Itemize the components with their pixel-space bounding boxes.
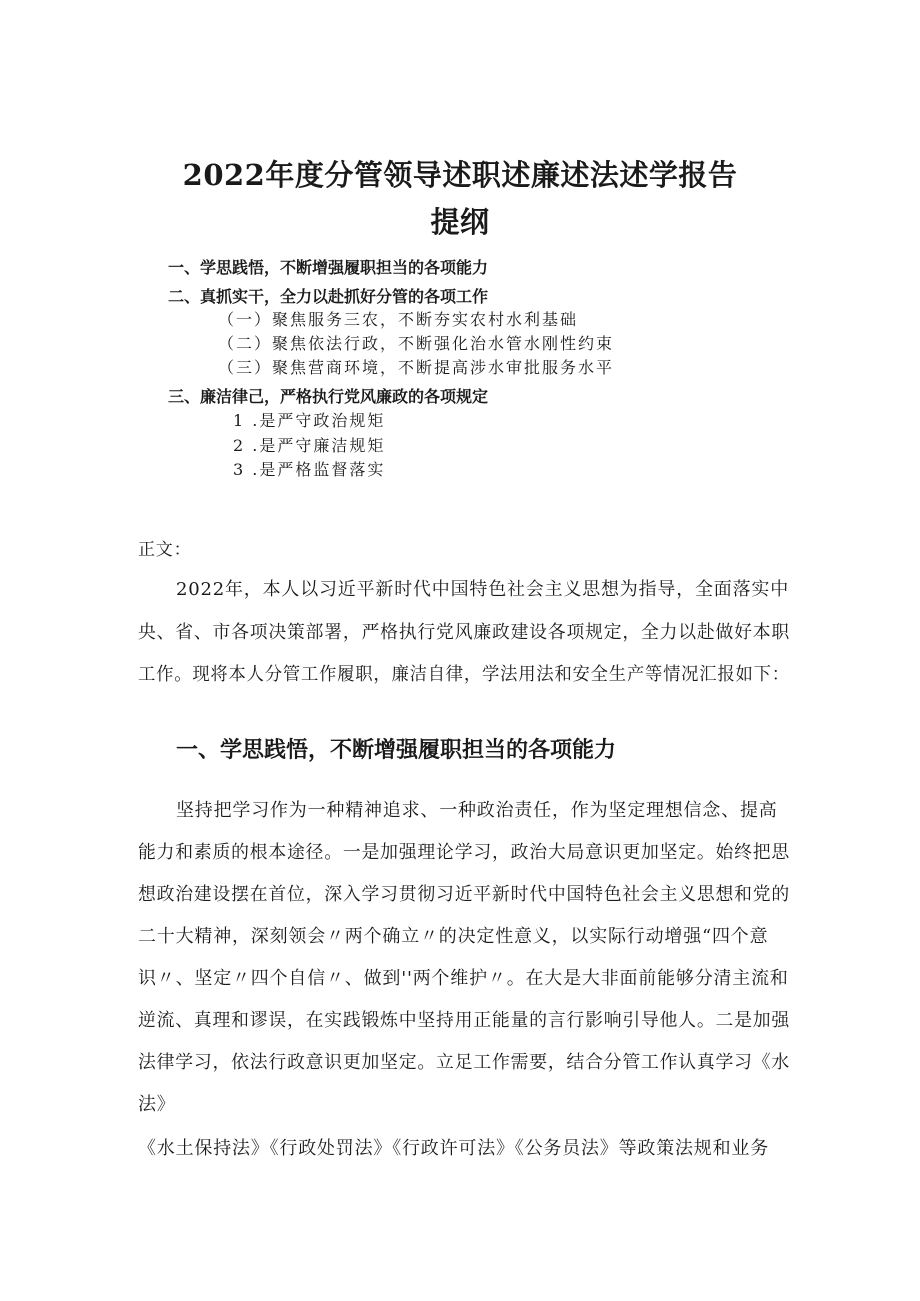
outline-subitem: （三）聚焦营商环境，不断提高涉水审批服务水平 xyxy=(218,358,615,377)
paragraph-line: 想政治建设摆在首位，深入学习贯彻习近平新时代中国特色社会主义思想和党的 xyxy=(138,884,791,905)
outline-heading-3: 三、廉洁律己，严格执行党风廉政的各项规定 xyxy=(168,387,489,406)
paragraph-line: 能力和素质的根本途径。一是加强理论学习，政治大局意识更加坚定。始终把思 xyxy=(138,842,791,863)
outline-heading-2: 二、真抓实干，全力以赴抓好分管的各项工作 xyxy=(168,287,489,306)
paragraph-line: 二十大精神，深刻领会〃两个确立〃的决定性意义，以实际行动增强“四个意 xyxy=(138,926,769,947)
paragraph-line: 法律学习，依法行政意识更加坚定。立足工作需要，结合分管工作认真学习《水 xyxy=(138,1052,791,1073)
paragraph-line: 识〃、坚定〃四个自信〃、做到''两个维护〃。在大是大非面前能够分清主流和 xyxy=(138,968,789,989)
paragraph-line: 法》 xyxy=(138,1094,176,1115)
paragraph-line: 《水土保持法》《行政处罚法》《行政许可法》《公务员法》等政策法规和业务 xyxy=(138,1138,769,1159)
paragraph-line: 2022年，本人以习近平新时代中国特色社会主义思想为指导，全面落实中 xyxy=(176,579,790,600)
document-title-line2: 提纲 xyxy=(430,205,490,239)
body-label: 正文： xyxy=(138,540,192,560)
paragraph-line: 坚持把学习作为一种精神追求、一种政治责任，作为坚定理想信念、提高 xyxy=(176,800,778,821)
outline-heading-1: 一、学思践悟，不断增强履职担当的各项能力 xyxy=(168,258,489,277)
section-heading: 一、学思践悟，不断增强履职担当的各项能力 xyxy=(176,738,617,763)
outline-numbered-item: 1 .是严守政治规矩 xyxy=(233,411,386,430)
outline-numbered-item: 3 .是严格监督落实 xyxy=(233,460,386,479)
outline-subitem: （二）聚焦依法行政，不断强化治水管水刚性约束 xyxy=(218,334,615,353)
paragraph-line: 逆流、真理和谬误，在实践锻炼中坚持用正能量的言行影响引导他人。二是加强 xyxy=(138,1010,791,1031)
outline-numbered-item: 2 .是严守廉洁规矩 xyxy=(233,436,386,455)
outline-subitem: （一）聚焦服务三农，不断夯实农村水利基础 xyxy=(218,310,579,329)
paragraph-line: 工作。现将本人分管工作履职，廉洁自律，学法用法和安全生产等情况汇报如下： xyxy=(138,664,790,685)
document-title: 2022年度分管领导述职述廉述法述学报告 xyxy=(182,158,738,192)
paragraph-line: 央、省、市各项决策部署，严格执行党风廉政建设各项规定，全力以赴做好本职 xyxy=(138,622,791,643)
